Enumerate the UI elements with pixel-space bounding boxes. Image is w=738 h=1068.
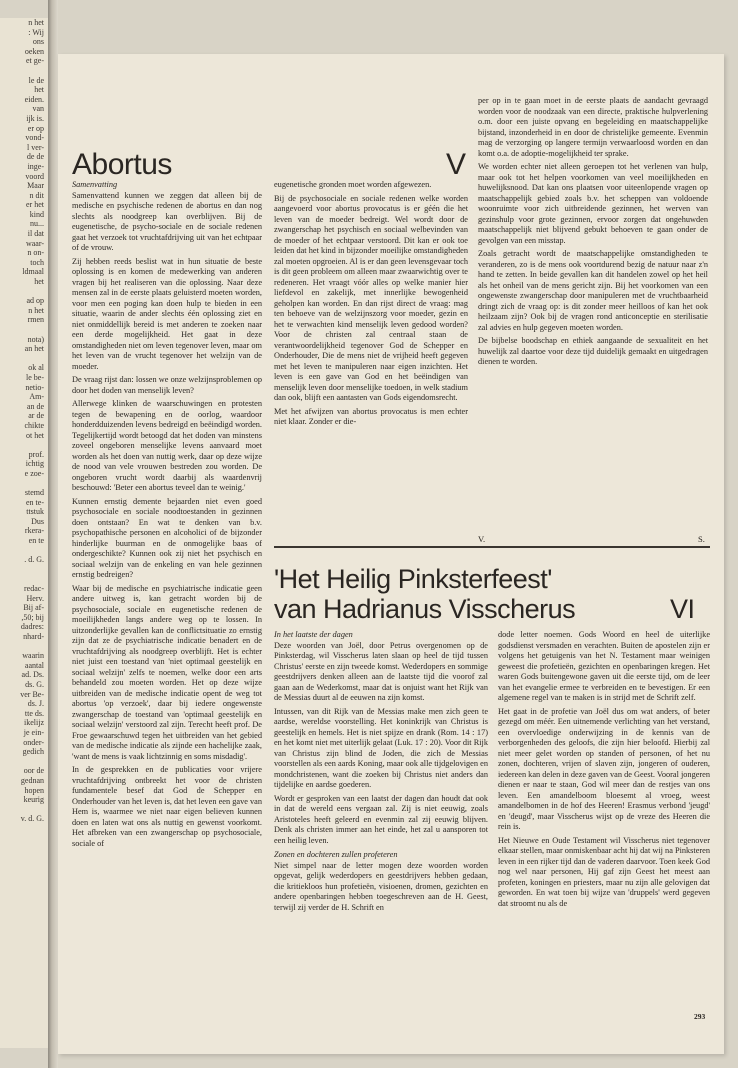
paragraph: Met het afwijzen van abortus provocatus is men echter niet klaar. Zonder er die- bbox=[274, 406, 468, 426]
facing-page-line: Herv. bbox=[26, 593, 44, 603]
facing-page-line: stemd bbox=[24, 488, 44, 498]
facing-page-line: vond- bbox=[25, 133, 44, 143]
paragraph: Wordt er gesproken van een laatst der dagen dan houdt dat ook in dat de wereld eens vergaan zal. Zij is niet eeuwig, zoals Aristoteles heeft geleerd en evenmin zal zij eeuwig blijven. Denk als christen immer aan het einde, het zal u aansporen tot een heilig leven. bbox=[274, 793, 488, 845]
facing-page-line: n on- bbox=[27, 248, 44, 258]
facing-page-line: prof. bbox=[28, 449, 44, 459]
abortus-column-2 bbox=[274, 180, 468, 431]
facing-page-line: ldmaal bbox=[22, 267, 44, 277]
facing-page-line: l ver- bbox=[27, 142, 44, 152]
paragraph: De vraag rijst dan: lossen we onze welzijnsproblemen op door het doden van menselijk leven? bbox=[72, 375, 262, 395]
facing-page-fragment bbox=[0, 18, 48, 1048]
facing-page-line: redac- bbox=[24, 584, 44, 594]
facing-page-line bbox=[0, 66, 48, 76]
pinksterfeest-col2-body bbox=[498, 630, 710, 909]
book-gutter bbox=[48, 0, 58, 1068]
paragraph: Zij hebben reeds beslist wat in hun situatie de beste oplossing is en komen de medewerking van anderen vragen bij het realiseren van die oplossing. Naar deze mensen zal in de eerste plaats geluisterd moeten worden, voor men een poging kan doen hulp te bieden in een situatie, waarin de ander slechts één oplossing ziet en niet onmiddellijk bereid is met anderen te zoeken naar een derde mogelijkheid. Het gaat in deze omstandigheden niet om leven tegenover leven, maar om het leven van de vrucht tegenover het welzijn van de moeder. bbox=[72, 256, 262, 371]
facing-page-line: et ge- bbox=[26, 56, 44, 66]
facing-page-line: waar- bbox=[25, 238, 44, 248]
facing-page-line: en te bbox=[28, 536, 44, 546]
article-title-abortus: Abortus bbox=[72, 148, 172, 181]
facing-page-line: onder- bbox=[23, 737, 44, 747]
page-number: 293 bbox=[694, 1012, 706, 1021]
article-title-line1: 'Het Heilig Pinksterfeest' bbox=[274, 564, 552, 594]
facing-page-line: en te- bbox=[26, 497, 44, 507]
facing-page-line: Maar bbox=[27, 181, 44, 191]
paragraph: De bijbelse boodschap en ethiek aangaande de sexualiteit en het huwelijk zal daartoe voor deze tijd duidelijk gemaakt en uitgedragen dienen te worden. bbox=[478, 336, 708, 366]
paragraph: Bij de psychosociale en sociale redenen welke worden aangevoerd voor abortus provocatus is er géén die het leven van de moeder bedreigt. Wel wordt door de zwangerschap het psychisch en sociaal welbevinden van de moeder of het echtpaar verstoord. Dit kan er ook toe leiden dat het kind in bijzonder moeilijke omstandigheden zal moeten opgroeien. Al is er dan geen levensgevaar toch is dit geen probleem om alleen maar zwaarwichtig over te redeneren. Het vraagt vóór alles op welke manier hier liefdevol en zakelijk, met innerlijke bewogenheid geholpen kan worden. En dan rijst direct de vraag: mag ten behoeve van de welzijnszorg voor moeder, gezin en het te verwachten kind menselijk leven gedood worden? Voor de christen zal centraal staan de verantwoordelijkheid tegenover God de Schepper en Onderhouder, Die de mens niet de vrijheid heeft gegeven met het leven te manipuleren naar eigen inzichten. Het leven is een gave van God en het beëindigen van menselijk leven door menselijke toedoen, in welk stadium dan ook, blijft een aantasten van Gods eigendomsrecht. bbox=[274, 193, 468, 402]
paragraph: Waar bij de medische en psychiatrische indicatie geen andere uitweg is, kan getracht worden bij de psychosociale, sociale en eugenetische redenen de moeilijkheden langs andere weg op te lossen. In uitzonderlijke gevallen kan de conflictsituatie zo ernstig zijn dat ze de psychiatrische indicatie benadert en de vruchtafdrijving als noodgreep overblijft. Het is echter niet juist een toestand van 'niet optimaal geestelijk en sociaal welzijn' zelfs te noemen, welke door een arts behandeld zou moeten worden. Het op deze wijze uitbreiden van de medische indicatie opent de weg tot abortus 'op verzoek', daar bij iedere ongewenste zwangerschap de toestand van 'optimaal geestelijk en sociaal welzijn' verstoord zal zijn. Terecht heeft prof. De Froe gewaarschuwd tegen het uitbreiden van het gebied van de medische indicatie als zijnde een hachelijke zaak, 'want de mens is vaak lichtzinnig en soms misdadig'. bbox=[72, 583, 262, 761]
abortus-column-1 bbox=[72, 180, 262, 852]
facing-page-line bbox=[0, 440, 48, 450]
facing-page-line: kind bbox=[29, 209, 44, 219]
article-part-number: V bbox=[446, 148, 466, 181]
pinksterfeest-col1a-body bbox=[274, 641, 488, 847]
facing-page-line: inge- bbox=[27, 161, 44, 171]
facing-page-line: nhard- bbox=[23, 632, 44, 641]
paragraph: We worden echter niet alleen geroepen tot het verlenen van hulp, maar ook tot het helpen voorkomen van veel moeilijkheden en huwelijksnood. Dat kan ons plaatsen voor uiteenlopende vragen op maatschappelijk gebied zoals b.v. het scheppen van voldoende woonruimte voor zich uitbreidende gezinnen, het werven van gezinshulp voor grote gezinnen, ervoor zorgen dat ongehuwden maatschappelijk niet blijvend gebukt behoeven te gaan onder de gevolgen van een misstap. bbox=[478, 162, 708, 245]
facing-page-line bbox=[0, 805, 48, 815]
facing-page-line: tte ds. bbox=[24, 708, 44, 718]
facing-page-line: het bbox=[34, 85, 44, 95]
paragraph: Deze woorden van Joël, door Petrus overgenomen op de Pinksterdag, wil Visscherus laten slaan op heel de tijd tussen Christus' eerste en zijn tweede komst. Wederdopers en sommige geestdrijvers denken alleen aan de laatste tijd die voorof zal gaan aan de Wederkomst, maar dat is onjuist want het Rijk van de Messias duurt al de eeuwen na zijn komst. bbox=[274, 640, 488, 702]
subheading-zonen-dochteren: Zonen en dochteren zullen profeteren bbox=[274, 850, 398, 859]
pinksterfeest-column-1 bbox=[274, 630, 488, 916]
paragraph: Het gaat in de profetie van Joël dus om wat anders, of beter gezegd om méér. Een uitnemende verlichting van het verstand, een overvloedige onderwijzing in de kennis van de verborgenheden des geloofs, die zijn hier beloofd. Hierbij zal niet meer gelet worden op standen of personen, of het nu zonen, dochteren, vrijen of slaven zijn, jongeren of ouderen, iedereen kan delen in deze gaven van de Geest. Vooral jongeren dienen er naar te staan, God wil meer dan de restjes van ons leven. Een amandelboom bloesemt al vroeg, weest amandelbomen in de hof des Heeren! Erasmus verbond 'jeugd' en 'deugd', maar Visscherus wijst op de vreze des Heeren die rein is. bbox=[498, 706, 710, 831]
facing-page-line: nu... bbox=[30, 219, 44, 229]
facing-page-line: oeken bbox=[24, 46, 44, 56]
facing-page-line: il dat bbox=[27, 229, 44, 239]
facing-page-line: aantal bbox=[24, 660, 44, 670]
facing-page-line: hopen bbox=[24, 785, 44, 795]
facing-page-line bbox=[0, 574, 48, 584]
facing-page-line: ot het bbox=[26, 430, 44, 440]
paragraph: Intussen, van dit Rijk van de Messias make men zich geen te aardse, wereldse voorstelling. Het koninkrijk van Christus is geestelijk en hemels. Het is niet spijze en drank (Rom. 14 : 17) en het komt niet met uiterlijk gelaat (Luk. 17 : 20). Voor dit Rijk van Christus zijn blind de Joden, die zich de Messias voorstellen als een aards Koning, maar ook alle tijdgelovigen en mondchristenen, want die zoeken bij Christus niet anders dan tijdelijke en aardse goederen. bbox=[274, 706, 488, 789]
facing-page-line bbox=[0, 479, 48, 489]
facing-page-line: v. d. G. bbox=[20, 814, 44, 824]
facing-page-line bbox=[0, 354, 48, 364]
facing-page-line: ad. Ds. bbox=[21, 670, 44, 680]
facing-page-line bbox=[0, 325, 48, 335]
subheading-laatste-dagen: In het laatste der dagen bbox=[274, 630, 353, 639]
abortus-col3-body bbox=[478, 96, 708, 368]
paragraph: Samenvattend kunnen we zeggen dat alleen bij de medische en psychische redenen de abortus en dan nog slechts als noodgreep kan overblijven. Bij de eugenetische, de psycho-sociale en de sociale redenen gaat het verzoek tot vruchtafdrijving uit van het echtpaar of de vrouw. bbox=[72, 190, 262, 252]
facing-page-line: oor de bbox=[23, 766, 44, 776]
facing-page-line bbox=[0, 757, 48, 767]
facing-page-line: ds. J. bbox=[27, 699, 44, 709]
facing-page-line: rkera- bbox=[24, 526, 44, 536]
facing-page-line: rmen bbox=[27, 315, 44, 325]
facing-page-line: n het bbox=[28, 18, 44, 27]
facing-page-line: het bbox=[34, 277, 44, 287]
paragraph: per op in te gaan moet in de eerste plaats de aandacht gevraagd worden voor de noodzaak van een directe, praktische hulpverlening o.m. door een juiste opvang en begeleiding en maatschappelijke bijstand, inzonderheid in en door de christelijke gemeente. Evenmin mag de verzorging op langere termijn verwaarloosd worden en dan komt o.a. de adoptie-mogelijkheid ter sprake. bbox=[478, 96, 708, 158]
facing-page-line: gedich bbox=[22, 747, 44, 757]
facing-page-line: Am- bbox=[29, 392, 44, 402]
facing-page-line: toch bbox=[30, 257, 44, 267]
facing-page-line: ichtig bbox=[25, 459, 44, 469]
signature-left: V. bbox=[478, 534, 486, 544]
paragraph: Zoals getracht wordt de maatschappelijke omstandigheden te veranderen, zo is de mens ook voortdurend bezig de natuur naar z'n hand te zetten. In beide gevallen kan dit handelen zowel op het heil als het onheil van de mens gericht zijn. Bij het voorkomen van een ongewenste zwangerschap door manipuleren met de vruchtbaarheid dringt zich de vraag op: is dit zonder meer heilloos of kan het ook heilzaam zijn? Ook bij de vragen rond anticonceptie en sterilisatie zal advies en hulp gegeven moeten worden. bbox=[478, 249, 708, 332]
facing-page-line: ds. G. bbox=[25, 679, 44, 689]
facing-page-line: dadres: bbox=[20, 622, 44, 632]
article-divider-rule bbox=[274, 546, 710, 548]
facing-page-line: n het bbox=[28, 305, 44, 315]
paragraph: In de gesprekken en de publicaties voor vrijere vruchtafdrijving ontbreekt het voor de christen fundamentele besef dat God de Schepper en Onderhouder van het leven is, dat het leven een gave van Hem is, waarmee we niet naar eigen believen kunnen doen en laten wat ons als nuttig en gewenst voorkomt. Het afbreken van een zwangerschap op psychosociale, sociale of bbox=[72, 765, 262, 848]
article-title-line2: van Hadrianus Visscherus bbox=[274, 594, 576, 624]
facing-page-line: van bbox=[32, 104, 44, 114]
facing-page-line bbox=[0, 546, 48, 556]
abortus-column-3 bbox=[478, 96, 708, 371]
facing-page-line bbox=[0, 565, 48, 575]
paragraph: Allerwege klinken de waarschuwingen en protesten tegen de bewapening en de oorlog, waardoor honderdduizenden levens bedreigd en beëindigd worden. Tegelijkertijd wordt betoogd dat het doden van minstens zoveel ongeboren menselijke levens aanvaard moet worden als het doen van nuttig werk, daar op deze wijze de nood van vele vrouwen bestreden zou worden. De ongeboren vrucht wordt daarbij als waardenvrij beschouwd: 'Beter een abortus teveel dan te weinig.' bbox=[72, 399, 262, 492]
facing-page-line: ver Be- bbox=[20, 689, 44, 699]
facing-page-line: de de bbox=[26, 152, 44, 162]
facing-page-line: le de bbox=[28, 75, 44, 85]
facing-page-line: ons bbox=[32, 37, 44, 47]
article2-part-number: VI bbox=[670, 594, 695, 624]
facing-page-line: netio- bbox=[25, 382, 44, 392]
paragraph: eugenetische gronden moet worden afgewezen. bbox=[274, 180, 432, 189]
facing-page-line: waarin bbox=[22, 651, 44, 661]
abortus-col2-body bbox=[274, 180, 468, 428]
facing-page-line: ttstuk bbox=[26, 507, 44, 517]
facing-page-line: ijk is. bbox=[26, 113, 44, 123]
facing-page-line: . d. G. bbox=[24, 555, 44, 565]
facing-page-line: er op bbox=[27, 123, 44, 133]
facing-page-line: : Wij bbox=[28, 27, 44, 37]
facing-page-line: ok al bbox=[28, 363, 44, 373]
facing-page-line bbox=[0, 642, 48, 652]
facing-page-line: an de bbox=[26, 401, 44, 411]
pinksterfeest-column-2 bbox=[498, 630, 710, 912]
facing-page-line: gednan bbox=[20, 775, 44, 785]
facing-page-line: keurig bbox=[23, 795, 44, 805]
subheading-samenvatting: Samenvatting bbox=[72, 180, 118, 189]
facing-page-line bbox=[0, 287, 48, 297]
facing-page-line: ad op bbox=[26, 296, 44, 306]
facing-page-line: ar de bbox=[28, 411, 44, 421]
facing-page-line: je ein- bbox=[23, 727, 44, 737]
paragraph: Het Nieuwe en Oude Testament wil Visscherus niet tegenover elkaar stellen, maar onmiskenbaar acht hij dat wij na Pinksteren leven in een rijker tijd dan de vaderen daarvoor. Toen keek God nog wel naar personen, Hij gaf zijn Geest het meest aan profeten, koningen en priesters, maar nu zijn alle gelovigen dat geworden. En wat toen bij wijze van 'druppels' werd gegeven dat stroomt nu als de bbox=[498, 835, 710, 908]
facing-page-line: nota) bbox=[27, 334, 44, 344]
facing-page-line: voord bbox=[25, 171, 44, 181]
paragraph: Niet simpel naar de letter mogen deze woorden worden opgevat, gelijk wederdopers en geestdrijvers hebben gedaan, die kritiekloos hun profetieën, visioenen, dromen, gezichten en andere openbaringen hebben toegeschreven aan de H. Geest, terwijl zij verder de H. Schrift en bbox=[274, 860, 488, 912]
facing-page-line: Dus bbox=[31, 516, 44, 526]
facing-page-line: chikte bbox=[24, 420, 44, 430]
paragraph: dode letter noemen. Gods Woord en heel de uiterlijke godsdienst versmaden en verachten. Buiten de apostelen zijn er volgens het getuigenis van het N. Testament maar weinigen geweest die profetieën, gezichten en openbaringen kregen. Het waren Gods buitengewone gaven uit die eerste tijd, om de leer van het evangelie ermee te verbreiden en te bevestigen. Er een algemene regel van te maken is in strijd met de Schrift zelf. bbox=[498, 630, 710, 702]
facing-page-line: Bij af- bbox=[23, 603, 44, 613]
abortus-col1-body bbox=[72, 191, 262, 850]
facing-page-line: ikelijz bbox=[24, 718, 44, 728]
facing-page-line: eiden. bbox=[24, 94, 44, 104]
facing-page-line: ,50; bij bbox=[21, 612, 44, 622]
pinksterfeest-col1b-body bbox=[274, 861, 488, 914]
signature-right: S. bbox=[698, 534, 705, 544]
facing-page-line: er het bbox=[26, 200, 44, 210]
facing-page-line: le be- bbox=[26, 372, 44, 382]
facing-page-line: e zoe- bbox=[24, 468, 44, 478]
magazine-page bbox=[58, 54, 724, 1054]
paragraph: Kunnen ernstig demente bejaarden niet even goed psychosociale en sociale noodtoestanden in gezinnen doen ontstaan? En wat te denken van b.v. psychopathische personen en alcoholici of de bijzonder hinderlijke buurman en de onmogelijke baas of ondergeschikte? Kunnen ook zij niet het psychisch en sociaal welzijn van de enkeling en van hele gezinnen ernstig bedreigen? bbox=[72, 496, 262, 579]
facing-page-line: n dit bbox=[29, 190, 44, 200]
facing-page-line: an het bbox=[24, 344, 44, 354]
